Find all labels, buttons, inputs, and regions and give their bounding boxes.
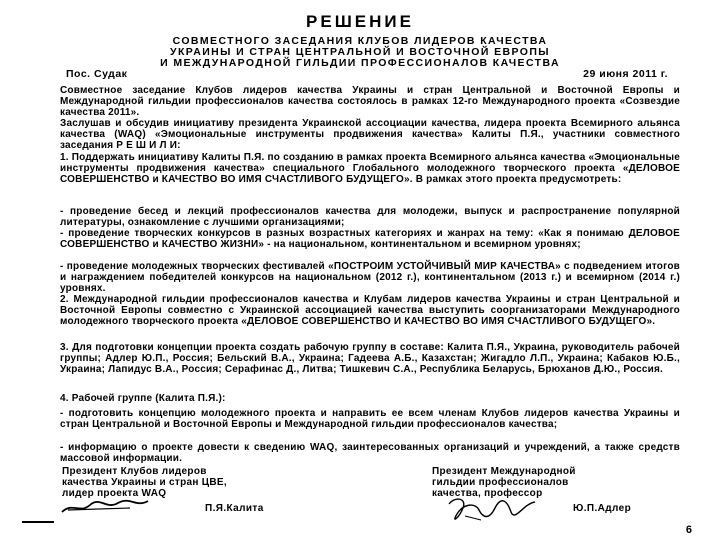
paragraph-text: - проведение молодежных творческих фестивалей «ПОСТРОИМ УСТОЙЧИВЫЙ МИР КАЧЕСТВА» с подведением итогов и награждением победителей конкурсов на национальном (2012 г.), континентальном (2013 г.) и всемирном (2014 г.) уровнях.: [60, 261, 680, 294]
paragraph-heard: [60, 119, 680, 152]
signature-right-name: Ю.П.Адлер: [573, 503, 632, 514]
paragraph-text: - информацию о проекте довести к сведению WAQ, заинтересованных организаций и учреждений, а также средств массовой информации.: [60, 442, 680, 464]
paragraph-item-1: [60, 153, 680, 186]
paragraph-text: - подготовить концепцию молодежного проекта и направить ее всем членам Клубов лидеров качества Украины и стран Центральной и Восточной Европы и Международной гильдии профессионалов качества;: [60, 408, 680, 430]
handwritten-signature-right: [445, 494, 540, 528]
signature-left-name: П.Я.Калита: [205, 503, 264, 514]
paragraph-text: Совместное заседание Клубов лидеров качества Украины и стран Центральной и Восточной Европы и Международной гильдии профессионалов качества состоялось в рамках 12-го Международного проекта «Созвездие качества 2011».: [60, 85, 680, 118]
page-number: 6: [685, 524, 692, 536]
signature-left-line-3: лидер проекта WAQ: [62, 487, 167, 499]
paragraph-bullet-festivals: [60, 262, 680, 295]
signature-left-block: [62, 467, 227, 499]
signature-right-line-3: качества, профессор: [432, 487, 543, 499]
signature-right-line-1: Президент Международной: [432, 466, 576, 477]
paragraph-item-2: [60, 295, 680, 328]
paragraph-bullet-inform: [60, 443, 680, 465]
signature-right-line-2: гильдии профессионалов: [432, 476, 569, 488]
paragraph-text: 4. Рабочей группе (Калита П.Я.):: [60, 393, 226, 404]
document-place: Пос. Судак: [66, 68, 128, 80]
paragraph-bullet-concept: [60, 409, 680, 431]
paragraph-item-3: [60, 343, 680, 376]
paragraph-text: Заслушав и обсудив инициативу президента Украинской ассоциации качества, лидера проекта Всемирного альянса качества (WAQ) «Эмоциональные инструменты продвижения качества» Калиты П.Я., участники совместного заседания Р Е Ш И Л И:: [60, 118, 680, 151]
paragraph-intro: [60, 86, 680, 119]
paragraph-text: 3. Для подготовки концепции проекта создать рабочую группу в составе: Калита П.Я., Украина, руководитель рабочей группы; Адлер Ю.П., Россия; Бельский В.А., Украина; Гадеева А.Б., Казахстан; Жигадло Л.П., Украина; Кабаков Ю.Б., Украина; Лапидус В.А., Россия; Серафинас Д., Литва; Тишкевич С.А., Республика Беларусь, Брюханов Д.Ю., Россия.: [60, 342, 680, 375]
paragraph-text: 1. Поддержать инициативу Калиты П.Я. по созданию в рамках проекта Всемирного альянса качества «Эмоциональные инструменты продвижения качества» специального Глобального молодежного творческого проекта «ДЕЛОВОЕ СОВЕРШЕНСТВО и КАЧЕСТВО ВО ИМЯ СЧАСТЛИВОГО БУДУЩЕГО». В рамках этого проекта предусмотреть:: [60, 152, 680, 185]
subtitle-line-1: СОВМЕСТНОГО ЗАСЕДАНИЯ КЛУБОВ ЛИДЕРОВ КАЧЕСТВА: [172, 35, 548, 47]
paragraph-bullet-lectures: [60, 207, 680, 229]
subtitle-line-2: УКРАИНЫ И СТРАН ЦЕНТРАЛЬНОЙ И ВОСТОЧНОЙ ЕВРОПЫ: [170, 46, 550, 58]
paragraph-item-4: [60, 394, 680, 405]
document-date: 29 июня 2011 г.: [583, 68, 668, 80]
handwritten-signature-left: [60, 496, 150, 518]
margin-dash: [22, 521, 54, 523]
paragraph-bullet-contests: [60, 229, 680, 251]
paragraph-text: 2. Международной гильдии профессионалов качества и Клубам лидеров качества Украины и стран Центральной и Восточной Европы совместно с Украинской ассоциацией качества выступить соорганизаторами Международного молодежного творческого проекта «ДЕЛОВОЕ СОВЕРШЕНСТВО И КАЧЕСТВО ВО ИМЯ СЧАСТЛИВОГО БУДУЩЕГО».: [60, 294, 680, 327]
paragraph-text: - проведение бесед и лекций профессионалов качества для молодежи, выпуск и распространение популярной литературы, ознакомление с лучшими организациями;: [60, 206, 680, 228]
signature-left-line-2: качества Украины и стран ЦВЕ,: [62, 476, 227, 488]
subtitle-line-3: И МЕЖДУНАРОДНОЙ ГИЛЬДИИ ПРОФЕССИОНАЛОВ КАЧЕСТВА: [160, 57, 560, 69]
paragraph-text: - проведение творческих конкурсов в разных возрастных категориях и жанрах на тему: «Как я понимаю ДЕЛОВОЕ СОВЕРШЕНСТВО и КАЧЕСТВО ЖИЗНИ» - на национальном, континентальном и всемирном уровнях;: [60, 228, 680, 250]
document-title: РЕШЕНИЕ: [306, 12, 414, 31]
signature-left-line-1: Президент Клубов лидеров: [62, 466, 207, 477]
